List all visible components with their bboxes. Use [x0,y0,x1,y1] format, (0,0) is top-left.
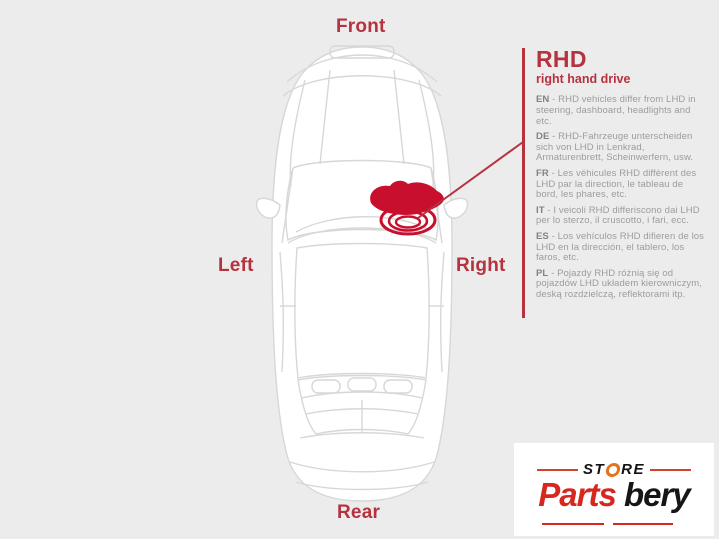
store-right-line [650,469,691,471]
language-entry-en: EN - RHD vehicles differ from LHD in steering, dashboard, headlights and etc. [536,94,696,127]
brand-underline-right [613,523,673,525]
front-label: Front [336,16,386,37]
store-o-ring-icon [605,463,621,477]
brand-wordmark [514,478,714,512]
store-text-prefix: ST [582,461,606,478]
car-body-outline [257,46,468,501]
language-entry-es: ES - Los vehículos RHD difieren de los LHD en la dirección, el tablero, los faros, etc. [536,230,705,264]
left-label: Left [218,255,254,276]
store-left-line [537,469,578,471]
rhd-infobox [522,48,706,318]
language-entry-pl: PL - Pojazdy RHD różnią się od pojazdów LHD układem kierowniczym, deską rozdzielczą, reflektorami itp. [536,267,703,301]
store-text-suffix: RE [621,461,645,478]
brand-bery: bery [624,476,690,513]
language-entry-de: DE - RHD-Fahrzeuge unterscheiden sich von LHD in Lenkrad, Armaturenbrett, Scheinwerfern, usw. [536,130,694,164]
rear-label: Rear [337,502,381,523]
language-entries [536,95,706,301]
store-wordmark [514,462,714,477]
partsbery-logo [514,443,714,536]
language-entry-it: IT - I veicoli RHD differiscono dai LHD per lo sterzo, il cruscotto, i fari, ecc. [536,204,700,227]
right-label: Right [456,255,506,276]
brand-underline-left [542,523,604,525]
rhd-title: RHD [536,46,587,72]
rhd-subtitle: right hand drive [536,72,631,86]
brand-parts: Parts [538,476,616,513]
language-entry-fr: FR - Les véhicules RHD diffèrent des LHD par la direction, le tableau de bord, les phares, etc. [536,167,697,201]
